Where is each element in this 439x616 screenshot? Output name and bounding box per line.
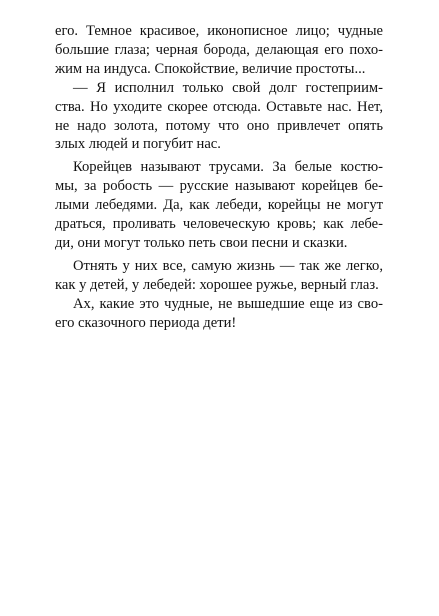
text-line: его сказочного периода дети! xyxy=(55,314,237,331)
paragraph xyxy=(55,22,383,79)
text-line: как у детей, у лебедей: хорошее ружье, верный глаз. xyxy=(55,276,379,293)
text-line: Корейцев называют трусами. За белые костю- xyxy=(73,159,383,176)
text-line: Отнять у них все, самую жизнь — так же легко, xyxy=(73,257,383,274)
text-line: жим на индуса. Спокойствие, величие простоты... xyxy=(55,60,366,77)
paragraph xyxy=(55,295,383,333)
paragraph xyxy=(55,257,383,295)
text-line: злых людей и погубит нас. xyxy=(55,136,221,153)
text-line: драться, проливать человеческую кровь; как лебе- xyxy=(55,216,383,233)
text-line: лыми лебедями. Да, как лебеди, корейцы не могут xyxy=(55,197,383,214)
text-line: мы, за робость — русские называют корейцев бе- xyxy=(55,178,383,195)
text-line: — Я исполнил только свой долг гостеприим- xyxy=(73,79,383,96)
paragraph xyxy=(55,158,383,253)
text-line: его. Темное красивое, иконописное лицо; чудные xyxy=(55,23,383,39)
paragraph xyxy=(55,79,383,155)
text-line: не надо золота, потому что оно привлечет опять xyxy=(55,117,383,134)
text-line: ди, они могут только петь свои песни и сказки. xyxy=(55,234,348,251)
text-line: ства. Но уходите скорее отсюда. Оставьте нас. Нет, xyxy=(55,98,383,115)
page-body xyxy=(55,22,383,333)
text-line: большие глаза; черная борода, делающая его похо- xyxy=(55,41,383,58)
text-line: Ах, какие это чудные, не вышедшие еще из сво- xyxy=(73,295,383,312)
